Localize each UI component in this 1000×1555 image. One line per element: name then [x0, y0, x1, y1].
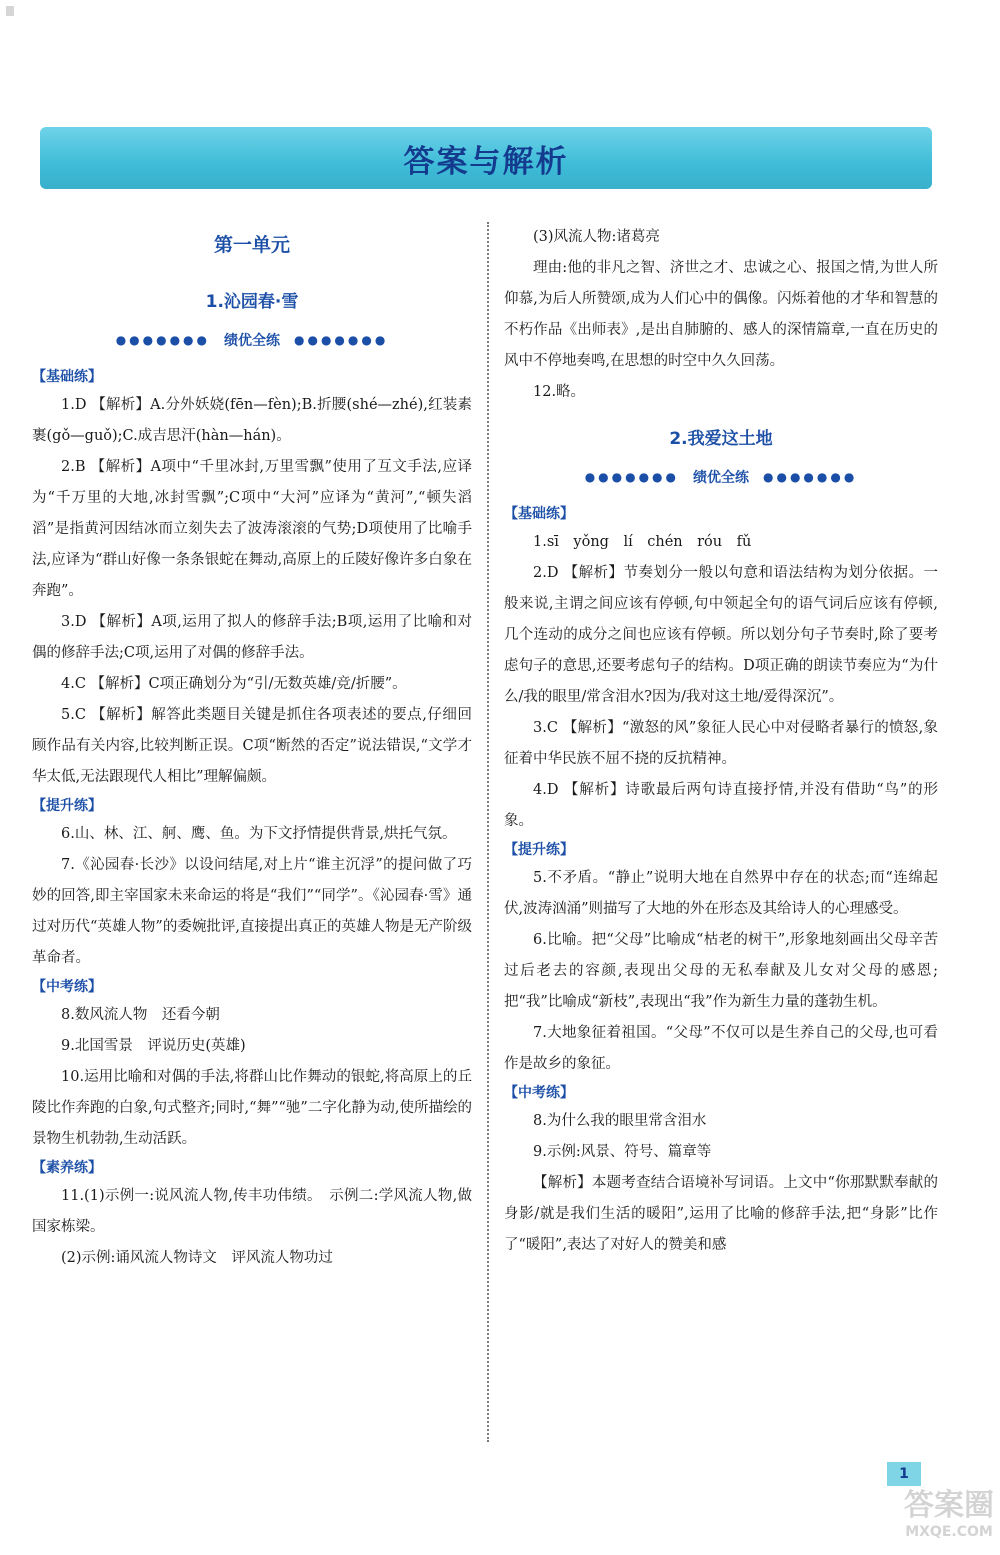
- answer-11-reason: 理由:他的非凡之智、济世之才、忠诚之心、报国之情,为世人所仰慕,为后人所赞颂,成为人们心中的偶像。闪烁着他的才华和智慧的不朽作品《出师表》,是出自肺腑的、感人的深情篇章,一直在历史的风中不停地奏鸣,在思想的时空中久久回荡。: [504, 260, 938, 369]
- column-divider: [487, 222, 489, 1442]
- watermark-text: 答案圈: [904, 1488, 994, 1523]
- answer-8: 8.数风流人物 还看今朝: [61, 1007, 220, 1023]
- answer-9: 9.北国雪景 评说历史(英雄): [61, 1038, 246, 1054]
- dots-decoration-left: ●●●●●●●: [115, 333, 210, 347]
- watermark-url: MXQE.COM: [905, 1524, 993, 1540]
- answer-9: 9.示例:风景、符号、篇章等: [533, 1144, 712, 1160]
- answer-1: 1.D 【解析】A.分外妖娆(fēn—fèn);B.折腰(shé—zhé),红装素裹(gǒ—guǒ);C.成吉思汗(hàn—hán)。: [32, 397, 472, 444]
- tag-basic: 【基础练】: [504, 506, 574, 522]
- tag-exam: 【中考练】: [32, 979, 102, 995]
- lesson-title-2: 2.我爱这土地: [669, 429, 773, 449]
- answer-5: 5.C 【解析】解答此类题目关键是抓住各项表述的要点,仔细回顾作品有关内容,比较判断正误。C项“断然的否定”说法错误,“文学才华太低,无法跟现代人相比”理解偏颇。: [32, 707, 472, 785]
- tag-improve: 【提升练】: [504, 842, 574, 858]
- tag-literacy: 【素养练】: [32, 1160, 102, 1176]
- answer-1: 1.sī yǒng lí chén róu fǔ: [533, 534, 752, 550]
- section-subheader: [32, 330, 472, 350]
- answer-3: 3.D 【解析】A项,运用了拟人的修辞手法;B项,运用了比喻和对偶的修辞手法;C项,运用了对偶的修辞手法。: [32, 614, 472, 661]
- answer-12: 12.略。: [533, 384, 586, 400]
- tag-basic: 【基础练】: [32, 369, 102, 385]
- lesson-title: 1.沁园春·雪: [205, 292, 299, 312]
- section-label: 绩优全练: [693, 470, 749, 486]
- unit-title: 第一单元: [213, 234, 290, 256]
- answer-7: 7.《沁园春·长沙》以设问结尾,对上片“谁主沉浮”的提问做了巧妙的回答,即主宰国家未来命运的将是“我们”“同学”。《沁园春·雪》通过对历代“英雄人物”的委婉批评,直接提出真正的英雄人物是无产阶级革命者。: [32, 857, 472, 966]
- watermark-logo: [900, 1480, 998, 1550]
- answer-6: 6.山、林、江、舸、鹰、鱼。为下文抒情提供背景,烘托气氛。: [61, 826, 457, 842]
- answer-9-analysis: 【解析】本题考查结合语境补写词语。上文中“你那默默奉献的身影/就是我们生活的暖阳”,运用了比喻的修辞手法,把“身影”比作了“暖阳”,表达了对好人的赞美和感: [504, 1175, 938, 1253]
- answer-11-2: (2)示例:诵风流人物诗文 评风流人物功过: [61, 1250, 333, 1266]
- answer-4: 4.C 【解析】C项正确划分为“引/无数英雄/竞/折腰”。: [61, 676, 407, 692]
- header-banner: [40, 127, 932, 189]
- scan-mark: [6, 6, 14, 16]
- left-column: [32, 222, 472, 1274]
- answer-5: 5.不矛盾。“静止”说明大地在自然界中存在的状态;而“连绵起伏,波涛汹涌”则描写了大地的外在形态及其给诗人的心理感受。: [504, 870, 938, 917]
- dots-decoration-right: ●●●●●●●: [763, 470, 858, 484]
- page-number: 1: [887, 1462, 921, 1486]
- right-column: [504, 222, 938, 1261]
- answer-11-1: 11.(1)示例一:说风流人物,传丰功伟绩。 示例二:学风流人物,做国家栋梁。: [32, 1188, 472, 1235]
- answer-3: 3.C 【解析】“激怒的风”象征人民心中对侵略者暴行的愤怒,象征着中华民族不屈不挠的反抗精神。: [504, 720, 938, 767]
- answer-11-3: (3)风流人物:诸葛亮: [533, 229, 660, 245]
- banner-title: 答案与解析: [403, 143, 569, 180]
- dots-decoration-left: ●●●●●●●: [584, 470, 679, 484]
- tag-exam: 【中考练】: [504, 1085, 574, 1101]
- section-subheader-2: [504, 467, 938, 487]
- answer-6: 6.比喻。把“父母”比喻成“枯老的树干”,形象地刻画出父母辛苦过后老去的容颜,表现出父母的无私奉献及儿女对父母的感恩;把“我”比喻成“新枝”,表现出“我”作为新生力量的蓬勃生机。: [504, 932, 938, 1010]
- answer-8: 8.为什么我的眼里常含泪水: [533, 1113, 707, 1129]
- answer-4: 4.D 【解析】诗歌最后两句诗直接抒情,并没有借助“鸟”的形象。: [504, 782, 938, 829]
- section-label: 绩优全练: [224, 333, 280, 349]
- dots-decoration-right: ●●●●●●●: [294, 333, 389, 347]
- answer-10: 10.运用比喻和对偶的手法,将群山比作舞动的银蛇,将高原上的丘陵比作奔跑的白象,句式整齐;同时,“舞”“驰”二字化静为动,使所描绘的景物生机勃勃,生动活跃。: [32, 1069, 472, 1147]
- tag-improve: 【提升练】: [32, 798, 102, 814]
- answer-2: 2.B 【解析】A项中“千里冰封,万里雪飘”使用了互文手法,应译为“千万里的大地,冰封雪飘”;C项中“大河”应译为“黄河”,“顿失滔滔”是指黄河因结冰而立刻失去了波涛滚滚的气势;D项使用了比喻手法,应译为“群山好像一条条银蛇在舞动,高原上的丘陵好像许多白象在奔跑”。: [32, 459, 472, 599]
- answer-2: 2.D 【解析】节奏划分一般以句意和语法结构为划分依据。一般来说,主谓之间应该有停顿,句中领起全句的语气词后应该有停顿,几个连动的成分之间也应该有停顿。所以划分句子节奏时,除了要考虑句子的意思,还要考虑句子的结构。D项正确的朗读节奏应为“为什么/我的眼里/常含泪水?因为/我对这土地/爱得深沉”。: [504, 565, 938, 705]
- answer-7: 7.大地象征着祖国。“父母”不仅可以是生养自己的父母,也可看作是故乡的象征。: [504, 1025, 938, 1072]
